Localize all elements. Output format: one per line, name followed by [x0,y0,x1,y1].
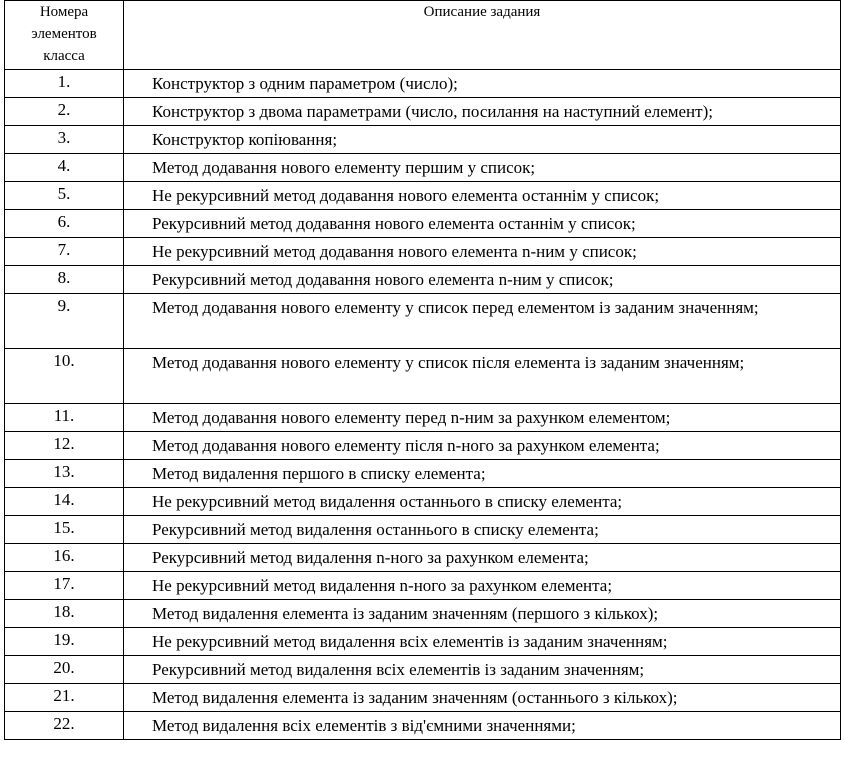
table-row [5,600,841,628]
row-description: Не рекурсивний метод додавання нового елемента n-ним у список; [152,242,637,261]
row-description: Метод додавання нового елементу у список перед елементом із заданим значенням; [152,298,759,317]
row-description-cell [124,349,841,404]
header-desc-column: Описание задания [124,1,841,70]
row-description: Не рекурсивний метод видалення останнього в списку елемента; [152,492,623,511]
row-description-cell [124,572,841,600]
table-row [5,238,841,266]
row-description-cell [124,70,841,98]
row-number: 8. [5,266,124,294]
table-row [5,294,841,349]
row-description: Метод видалення всіх елементів з від'ємними значеннями; [152,716,576,735]
row-description: Рекурсивний метод додавання нового елемента n-ним у список; [152,270,614,289]
row-description-cell [124,266,841,294]
row-number: 12. [5,432,124,460]
row-description: Рекурсивний метод видалення всіх елементів із заданим значенням; [152,660,645,679]
row-number: 20. [5,656,124,684]
row-number: 11. [5,404,124,432]
row-description-cell [124,600,841,628]
table-row [5,404,841,432]
row-number: 3. [5,126,124,154]
row-description-cell [124,238,841,266]
row-description-cell [124,98,841,126]
table-row [5,182,841,210]
row-number: 13. [5,460,124,488]
row-description: Конструктор з одним параметром (число); [152,74,458,93]
table-row [5,126,841,154]
row-description: Рекурсивний метод видалення останнього в списку елемента; [152,520,599,539]
tasks-table [4,0,841,740]
row-description: Рекурсивний метод додавання нового елемента останнім у список; [152,214,636,233]
table-row [5,154,841,182]
table-body [5,70,841,740]
table-row [5,656,841,684]
row-number: 17. [5,572,124,600]
row-number: 1. [5,70,124,98]
row-description-cell [124,154,841,182]
row-description-cell [124,684,841,712]
row-description-cell [124,182,841,210]
table-row [5,628,841,656]
row-description-cell [124,516,841,544]
row-number: 7. [5,238,124,266]
row-number: 9. [5,294,124,349]
row-number: 15. [5,516,124,544]
row-description: Метод додавання нового елементу першим у список; [152,158,536,177]
row-description-cell [124,404,841,432]
row-description-cell [124,628,841,656]
table-row [5,516,841,544]
row-description: Метод додавання нового елементу після n-ного за рахунком елемента; [152,436,660,455]
row-description: Метод видалення елемента із заданим значенням (останнього з кількох); [152,688,678,707]
row-description: Конструктор копіювання; [152,130,338,149]
row-description-cell [124,460,841,488]
row-description: Рекурсивний метод видалення n-ного за рахунком елемента; [152,548,589,567]
row-description-cell [124,210,841,238]
row-description: Не рекурсивний метод видалення n-ного за рахунком елемента; [152,576,613,595]
row-description: Метод видалення елемента із заданим значенням (першого з кількох); [152,604,659,623]
row-description-cell [124,488,841,516]
row-description: Метод додавання нового елементу перед n-ним за рахунком елементом; [152,408,671,427]
row-number: 19. [5,628,124,656]
row-number: 21. [5,684,124,712]
row-description-cell [124,544,841,572]
row-description: Метод видалення першого в списку елемента; [152,464,486,483]
table-row [5,488,841,516]
row-description-cell [124,656,841,684]
row-number: 14. [5,488,124,516]
row-number: 5. [5,182,124,210]
row-number: 22. [5,712,124,740]
row-description: Метод додавання нового елементу у список після елемента із заданим значенням; [152,353,745,372]
row-description: Не рекурсивний метод видалення всіх елементів із заданим значенням; [152,632,668,651]
table-row [5,266,841,294]
row-number: 16. [5,544,124,572]
row-number: 6. [5,210,124,238]
table-header-row [5,1,841,70]
table-row [5,572,841,600]
row-description-cell [124,712,841,740]
row-number: 2. [5,98,124,126]
row-description: Конструктор з двома параметрами (число, посилання на наступний елемент); [152,102,713,121]
table-row [5,98,841,126]
table-row [5,544,841,572]
row-number: 10. [5,349,124,404]
row-description-cell [124,126,841,154]
table-row [5,349,841,404]
row-number: 18. [5,600,124,628]
row-description: Не рекурсивний метод додавання нового елемента останнім у список; [152,186,660,205]
table-row [5,684,841,712]
table-row [5,210,841,238]
row-description-cell [124,432,841,460]
row-description-cell [124,294,841,349]
header-num-column: Номера элементов класса [5,1,124,70]
table-row [5,712,841,740]
table-row [5,70,841,98]
row-number: 4. [5,154,124,182]
table-row [5,460,841,488]
table-row [5,432,841,460]
